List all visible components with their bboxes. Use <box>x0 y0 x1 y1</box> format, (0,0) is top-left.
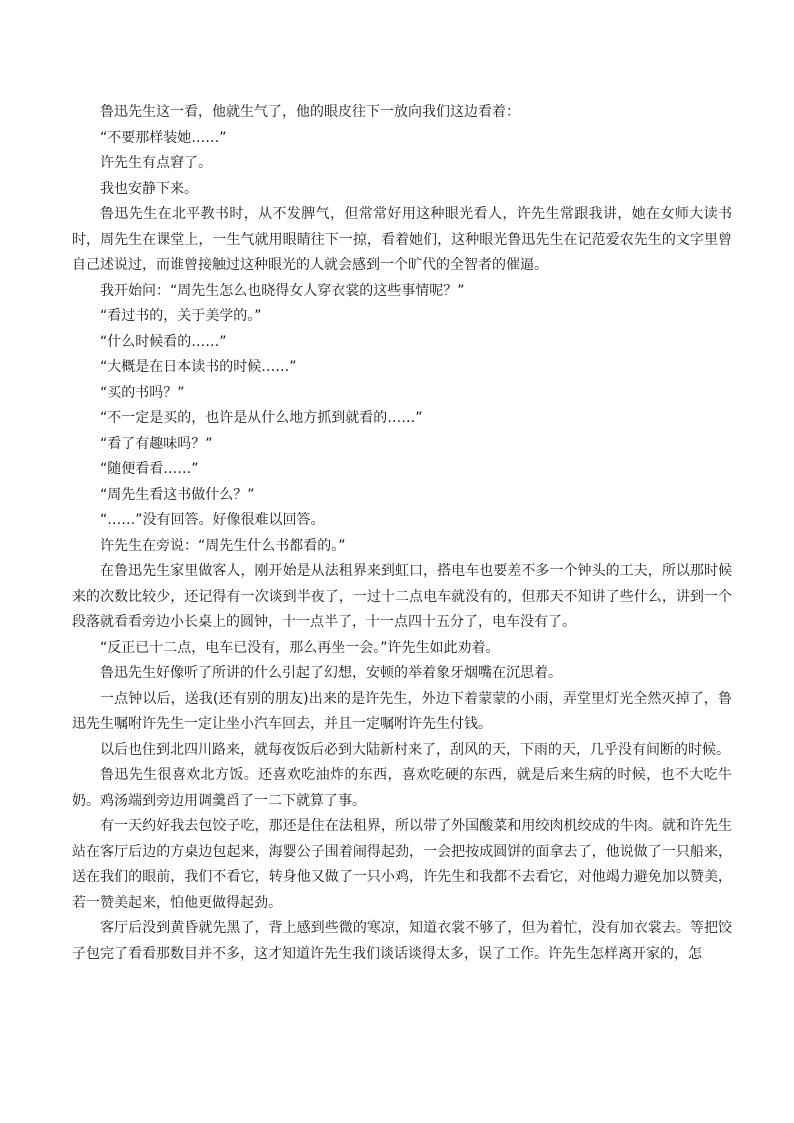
paragraph-22: 鲁迅先生很喜欢北方饭。还喜欢吃油炸的东西，喜欢吃硬的东西，就是后来生病的时候，也不大吃牛奶。鸡汤端到旁边用调羹舀了一二下就算了事。 <box>72 767 732 809</box>
paragraph-23: 有一天约好我去包饺子吃，那还是住在法租界，所以带了外国酸菜和用绞肉机绞成的牛肉。就和许先生站在客厅后边的方桌边包起来，海婴公子围着闹得起劲，一会把按成圆饼的面拿去了，他说做了一只船来，送在我们的眼前，我们不看它，转身他又做了一只小鸡，许先生和我都不去看它，对他竭力避免加以赞美，若一赞美起来，怕他更做得起劲。 <box>72 818 732 911</box>
paragraph-7: “看过书的，关于美学的。” <box>100 308 262 324</box>
paragraph-20: 一点钟以后，送我(还有别的朋友)出来的是许先生，外边下着蒙蒙的小雨，弄堂里灯光全然灭掉了，鲁迅先生嘱咐许先生一定让坐小汽车回去，并且一定嘱咐许先生付钱。 <box>72 690 732 732</box>
paragraph-11: “不一定是买的，也许是从什么地方抓到就看的……” <box>100 410 423 426</box>
paragraph-24: 客厅后没到黄昏就先黑了，背上感到些微的寒凉，知道衣裳不够了，但为着忙，没有加衣裳去。等把饺子包完了看看那数目并不多，这才知道许先生我们谈话谈得太多，误了工作。许先生怎样离开家的，怎 <box>72 920 732 962</box>
paragraph-5: 鲁迅先生在北平教书时，从不发脾气，但常常好用这种眼光看人，许先生常跟我讲，她在女师大读书时，周先生在课堂上，一生气就用眼睛往下一掠，看着她们，这种眼光鲁迅先生在记范爱农先生的文字里曾自己述说过，而谁曾接触过这种眼光的人就会感到一个旷代的全智者的催逼。 <box>72 206 732 273</box>
paragraph-8: “什么时候看的……” <box>100 333 227 350</box>
paragraph-14: “周先生看这书做什么？” <box>100 486 255 503</box>
paragraph-17: 在鲁迅先生家里做客人，刚开始是从法租界来到虹口，搭电车也要差不多一个钟头的工夫，所以那时候来的次数比较少，还记得有一次谈到半夜了，一过十二点电车就没有的，但那天不知讲了些什么，讲到一个段落就看看旁边小长桌上的圆钟，十一点半了，十一点四十五分了，电车没有了。 <box>72 563 732 630</box>
paragraph-6: 我开始问：“周先生怎么也晓得女人穿衣裳的这些事情呢？” <box>100 282 465 299</box>
paragraph-9: “大概是在日本读书的时候……” <box>100 359 297 375</box>
paragraph-19: 鲁迅先生好像听了所讲的什么引起了幻想，安顿的举着象牙烟嘴在沉思着。 <box>100 665 562 681</box>
paragraph-1: 鲁迅先生这一看，他就生气了，他的眼皮往下一放向我们这边看着： <box>100 104 520 120</box>
paragraph-12: “看了有趣味吗？” <box>100 435 213 452</box>
paragraph-13: “随便看看……” <box>100 461 199 477</box>
paragraph-15: “……”没有回答。好像很难以回答。 <box>100 512 325 528</box>
paragraph-18: “反正已十二点，电车已没有，那么再坐一会。”许先生如此劝着。 <box>100 639 500 656</box>
paragraph-4: 我也安静下来。 <box>100 180 198 197</box>
document-body <box>72 100 732 967</box>
paragraph-3: 许先生有点窘了。 <box>100 155 212 171</box>
paragraph-2: “不要那样装她……” <box>100 129 227 146</box>
paragraph-10: “买的书吗？” <box>100 384 185 401</box>
paragraph-21: 以后也住到北四川路来，就每夜饭后必到大陆新村来了，刮风的天，下雨的天，几乎没有间断的时候。 <box>100 741 730 758</box>
paragraph-16: 许先生在旁说：“周先生什么书都看的。” <box>100 537 346 554</box>
